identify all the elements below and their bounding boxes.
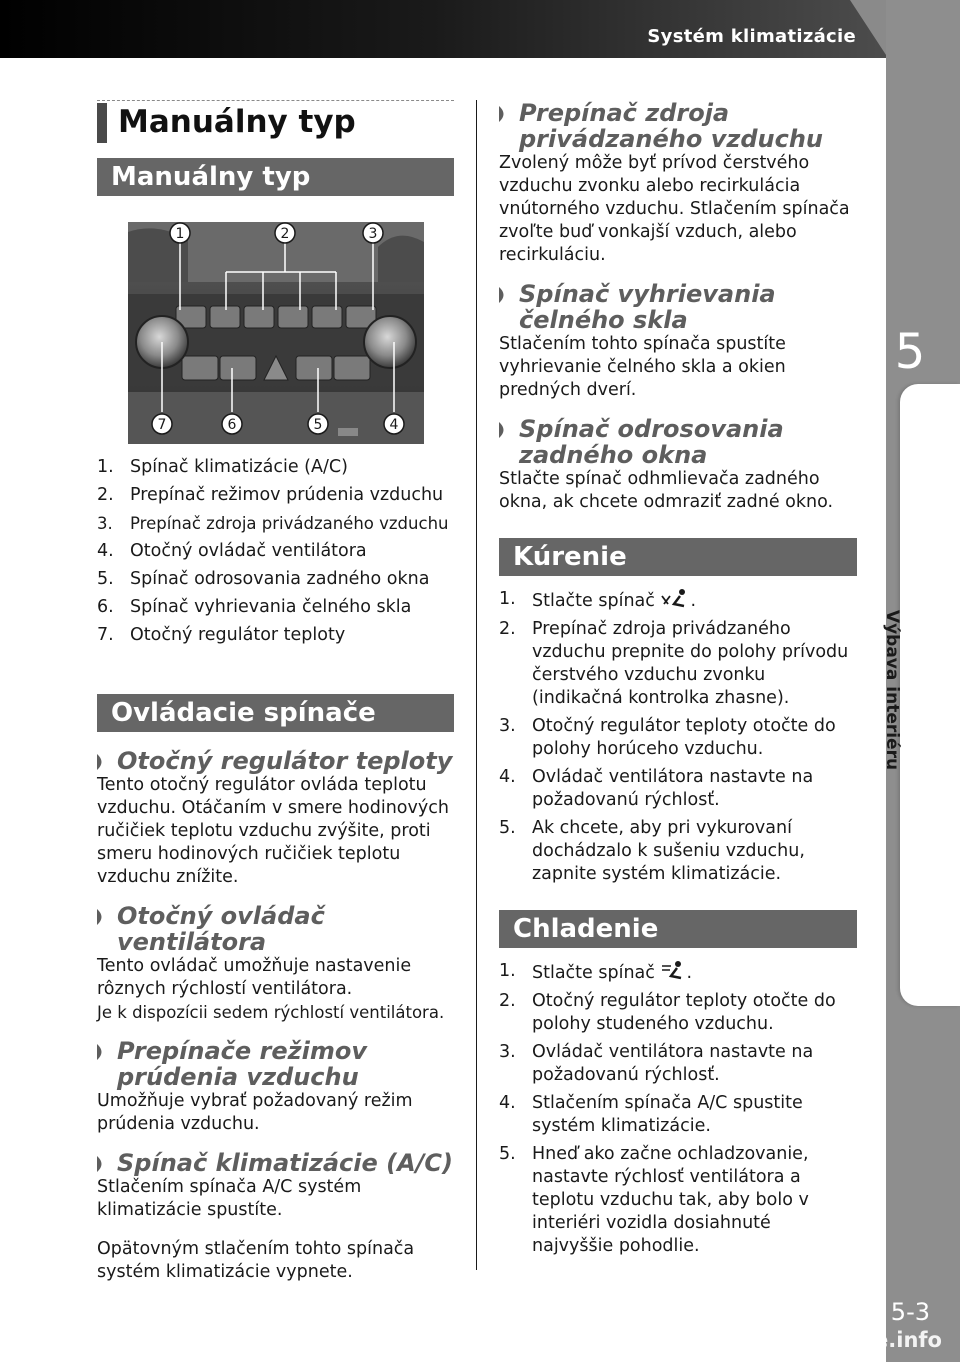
figure-legend <box>97 456 454 647</box>
bullet-mark-icon <box>97 754 106 770</box>
paragraph: Tento ovládač umožňuje nastavenie rôznych rýchlostí ventilátora. <box>97 956 412 999</box>
bullet-mark-icon <box>97 909 106 925</box>
step-item: 5. Ak chcete, aby pri vykurovaní dochádzalo k sušeniu vzduchu, zapnite systém klimatizácie. <box>499 818 805 884</box>
step-item: 2. Prepínač zdroja privádzaného vzduchu prepnite do polohy prívodu čerstvého vzduchu zvonku (indikačná kontrolka zhasne). <box>499 619 849 708</box>
paragraph: Je k dispozícii sedem rýchlostí ventilátora. <box>97 1003 445 1022</box>
callout-label-3: 3 <box>368 226 378 242</box>
bullet-mark-icon <box>499 106 508 122</box>
chapter-name: Výbava interiéru <box>882 609 902 771</box>
floor-airflow-icon <box>660 588 690 610</box>
section-heading-manual: Manuálny typ <box>97 158 454 196</box>
bullet-mark-icon <box>97 1156 106 1172</box>
callout-label-4: 4 <box>389 417 399 433</box>
step-item: 2. Otočný regulátor teploty otočte do polohy studeného vzduchu. <box>499 991 836 1034</box>
left-column <box>97 100 454 1284</box>
paragraph: Stlačte spínač odhmlievača zadného okna, ak chcete odmraziť zadné okno. <box>499 469 834 512</box>
paragraph: Zvolený môže byť prívod čerstvého vzduchu zvonku alebo recirkulácia vnútorného vzduchu. Stlačením spínača zvoľte buď vonkajší vzduch, alebo recirkuláciu. <box>499 153 850 265</box>
paragraph: Opätovným stlačením tohto spínača systém klimatizácie vypnete. <box>97 1239 415 1282</box>
subheading-airflow-mode: Prepínače režimov prúdenia vzduchu <box>97 1038 454 1090</box>
main-title-block <box>97 100 454 147</box>
bullet-mark-icon <box>499 287 508 303</box>
subheading-fan-dial: Otočný ovládač ventilátora <box>97 903 454 955</box>
section-heading-heating: Kúrenie <box>499 538 857 576</box>
callout-label-1: 1 <box>175 226 185 242</box>
step-item: 4. Ovládač ventilátora nastavte na požadovanú rýchlosť. <box>499 767 814 810</box>
chapter-number: 5 <box>894 324 926 380</box>
section-heading-controls: Ovládacie spínače <box>97 694 454 732</box>
step-item: 1. Stlačte spínač . <box>499 961 693 983</box>
legend-item: 7. Otočný regulátor teploty <box>97 625 346 645</box>
legend-item: 1. Spínač klimatizácie (A/C) <box>97 457 348 477</box>
legend-item: 5. Spínač odrosovania zadného okna <box>97 569 430 589</box>
step-item: 5. Hneď ako začne ochladzovanie, nastavte rýchlosť ventilátora a teplotu vzduchu tak, aby bolo v interiéri vozidla dosiahnuté najvyššie pohodlie. <box>499 1144 809 1256</box>
callout-label-2: 2 <box>280 226 290 242</box>
legend-item: 2. Prepínač režimov prúdenia vzduchu <box>97 485 444 505</box>
heating-steps <box>499 588 857 886</box>
page-title: Manuálny typ <box>118 104 356 140</box>
subheading-temp-dial: Otočný regulátor teploty <box>97 748 454 774</box>
step-item: 3. Ovládač ventilátora nastavte na požadovanú rýchlosť. <box>499 1042 814 1085</box>
title-marker <box>97 103 107 143</box>
right-column <box>499 100 857 1258</box>
control-panel-illustration <box>128 222 424 444</box>
cooling-steps <box>499 960 857 1258</box>
callout-label-5: 5 <box>313 417 323 433</box>
paragraph: Stlačením tohto spínača spustíte vyhrievanie čelného skla a okien predných dverí. <box>499 334 786 400</box>
legend-item: 3. Prepínač zdroja privádzaného vzduchu <box>97 514 449 533</box>
column-divider <box>476 100 477 1270</box>
callout-label-6: 6 <box>227 417 237 433</box>
paragraph: Tento otočný regulátor ovláda teplotu vzduchu. Otáčaním v smere hodinových ručičiek teplotu vzduchu zvýšite, proti smeru hodinových ručičiek teplotu vzduchu znížite. <box>97 775 449 887</box>
paragraph: Stlačením spínača A/C systém klimatizácie spustíte. <box>97 1177 362 1220</box>
step-item: 4. Stlačením spínača A/C spustite systém klimatizácie. <box>499 1093 803 1136</box>
page-number: 5-3 <box>890 1298 930 1326</box>
step-item: 3. Otočný regulátor teploty otočte do polohy horúceho vzduchu. <box>499 716 836 759</box>
section-title: Systém klimatizácie <box>647 25 856 47</box>
legend-item: 6. Spínač vyhrievania čelného skla <box>97 597 412 617</box>
callout-label-7: 7 <box>157 417 167 433</box>
step-item: 1. Stlačte spínač . <box>499 589 697 611</box>
control-panel-figure <box>128 222 424 444</box>
subheading-windshield-heat: Spínač vyhrievania čelného skla <box>499 281 857 333</box>
header-title-tab <box>647 14 888 58</box>
section-heading-cooling: Chladenie <box>499 910 857 948</box>
paragraph: Umožňuje vybrať požadovaný režim prúdenia vzduchu. <box>97 1091 413 1134</box>
bullet-mark-icon <box>499 422 508 438</box>
face-airflow-icon <box>660 960 686 982</box>
legend-item: 4. Otočný ovládač ventilátora <box>97 541 367 561</box>
subheading-rear-defog: Spínač odrosovania zadného okna <box>499 416 857 468</box>
subheading-intake-source: Prepínač zdroja privádzaného vzduchu <box>499 100 857 152</box>
watermark: carmanualsonline.info <box>678 1328 942 1352</box>
subheading-ac-switch: Spínač klimatizácie (A/C) <box>97 1150 454 1176</box>
bullet-mark-icon <box>97 1044 106 1060</box>
